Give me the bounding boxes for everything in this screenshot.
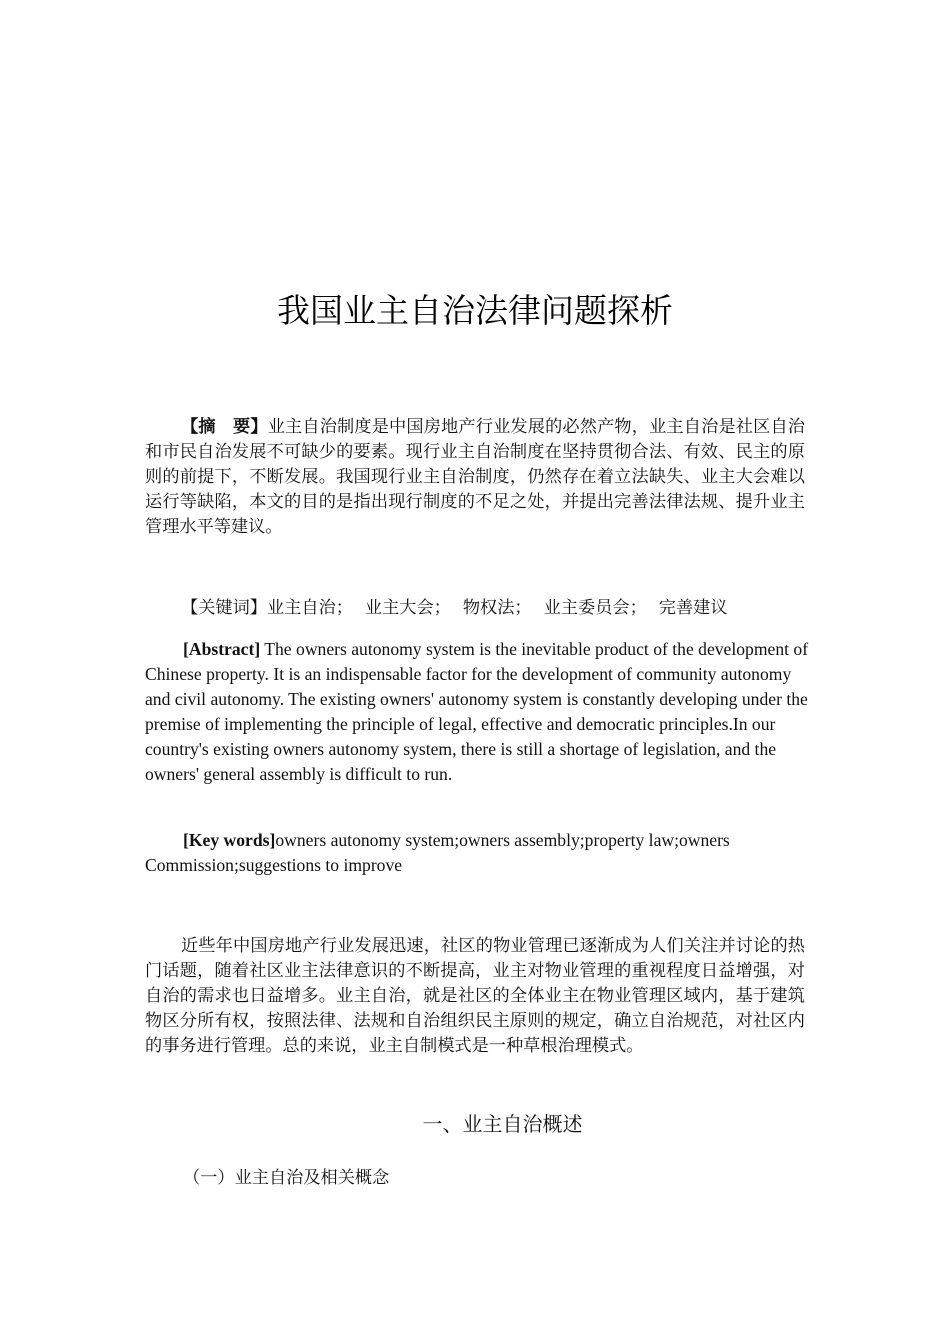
- abstract-cn-text: 业主自治制度是中国房地产行业发展的必然产物，业主自治是社区自治和市民自治发展不可缺少的要素。现行业主自治制度在坚持贯彻合法、有效、民主的原则的前提下，不断发展。我国现行业主自治制度，仍然存在着立法缺失、业主大会难以运行等缺陷，本文的目的是指出现行制度的不足之处，并提出完善法律法规、提升业主管理水平等建议。: [145, 417, 805, 537]
- keywords-en-label: [Key words]: [183, 830, 276, 850]
- abstract-en: [145, 637, 810, 787]
- keyword-item: 业主大会；: [364, 598, 451, 618]
- intro-paragraph: 近些年中国房地产行业发展迅速，社区的物业管理已逐渐成为人们关注并讨论的热门话题，随着社区业主法律意识的不断提高，业主对物业管理的重视程度日益增强，对自治的需求也日益增多。业主自治，就是社区的全体业主在物业管理区域内，基于建筑物区分所有权，按照法律、法规和自治组织民主原则的规定，确立自治规范，对社区内的事务进行管理。总的来说，业主自制模式是一种草根治理模式。: [145, 936, 805, 1056]
- keywords-cn-label: 【关键词】: [181, 598, 267, 618]
- sub-heading: （一）业主自治及相关概念: [183, 1168, 390, 1188]
- keyword-item: 业主自治；: [266, 598, 353, 618]
- document-title: 我国业主自治法律问题探析: [277, 291, 673, 330]
- abstract-cn: [145, 415, 805, 540]
- abstract-cn-label: 【摘 要】: [181, 417, 268, 437]
- abstract-en-label: [Abstract]: [183, 639, 261, 659]
- keyword-item: 完善建议: [658, 598, 728, 618]
- keyword-item: 物权法；: [462, 598, 532, 618]
- keywords-cn: [145, 596, 805, 621]
- abstract-en-text: The owners autonomy system is the inevitable product of the development of Chinese property. It is an indispensable factor for the development of community autonomy and civil autonomy. The existing owners' autonomy system is constantly developing under the premise of implementing the principle of legal, effective and democratic principles.In our country's existing owners autonomy system, there is still a shortage of legislation, and the owners' general assembly is difficult to run.: [145, 639, 809, 784]
- keywords-en-text: owners autonomy system;owners assembly;property law;owners Commission;suggestions to improve: [145, 830, 730, 875]
- keywords-en: [145, 828, 810, 878]
- keyword-item: 业主委员会；: [543, 598, 647, 618]
- section-heading: 一、业主自治概述: [422, 1112, 583, 1136]
